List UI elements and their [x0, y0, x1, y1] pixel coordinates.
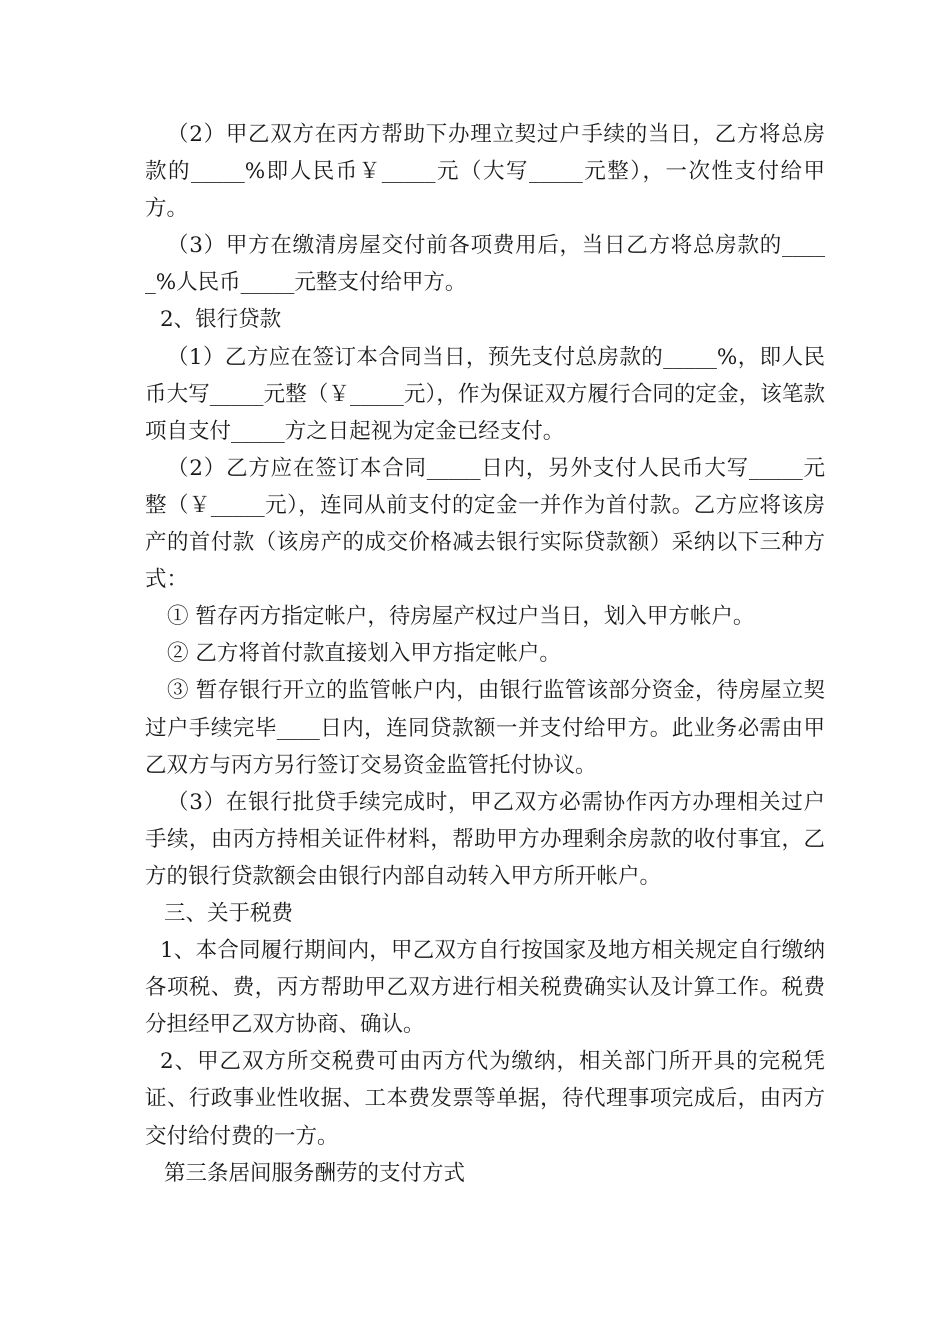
- paragraph: （1）乙方应在签订本合同当日，预先支付总房款的_____%，即人民币大写_____元整（￥_____元），作为保证双方履行合同的定金，该笔款项自支付_____方之日起视为定金已经支付。: [145, 344, 825, 444]
- list-item: ② 乙方将首付款直接划入甲方指定帐户。: [167, 641, 561, 667]
- paragraph: （2）甲乙双方在丙方帮助下办理立契过户手续的当日，乙方将总房款的_____%即人民币￥_____元（大写_____元整），一次性支付给甲方。: [145, 122, 825, 222]
- document-body: [145, 116, 825, 1192]
- section-heading: 2、银行贷款: [160, 307, 282, 333]
- paragraph: （2）乙方应在签订本合同_____日内，另外支付人民币大写_____元整（￥_____元），连同从前支付的定金一并作为首付款。乙方应将该房产的首付款（该房产的成交价格减去银行实际贷款额）采纳以下三种方式：: [145, 455, 825, 593]
- paragraph: （3）在银行批贷手续完成时，甲乙双方必需协作丙方办理相关过户手续，由丙方持相关证件材料，帮助甲方办理剩余房款的收付事宜，乙方的银行贷款额会由银行内部自动转入甲方所开帐户。: [145, 789, 825, 889]
- list-item: ③ 暂存银行开立的监管帐户内，由银行监管该部分资金，待房屋立契过户手续完毕____日内，连同贷款额一并支付给甲方。此业务必需由甲乙双方与丙方另行签订交易资金监管托付协议。: [145, 678, 825, 778]
- paragraph: （3）甲方在缴清房屋交付前各项费用后，当日乙方将总房款的_____%人民币_____元整支付给甲方。: [145, 233, 825, 296]
- list-item: ① 暂存丙方指定帐户，待房屋产权过户当日，划入甲方帐户。: [167, 604, 755, 630]
- paragraph: 1、本合同履行期间内，甲乙双方自行按国家及地方相关规定自行缴纳各项税、费，丙方帮助甲乙双方进行相关税费确实认及计算工作。税费分担经甲乙双方协商、确认。: [145, 938, 825, 1038]
- section-heading: 三、关于税费: [164, 900, 294, 926]
- paragraph: 2、甲乙双方所交税费可由丙方代为缴纳，相关部门所开具的完税凭证、行政事业性收据、工本费发票等单据，待代理事项完成后，由丙方交付给付费的一方。: [145, 1049, 825, 1149]
- article-heading: 第三条居间服务酬劳的支付方式: [164, 1160, 466, 1186]
